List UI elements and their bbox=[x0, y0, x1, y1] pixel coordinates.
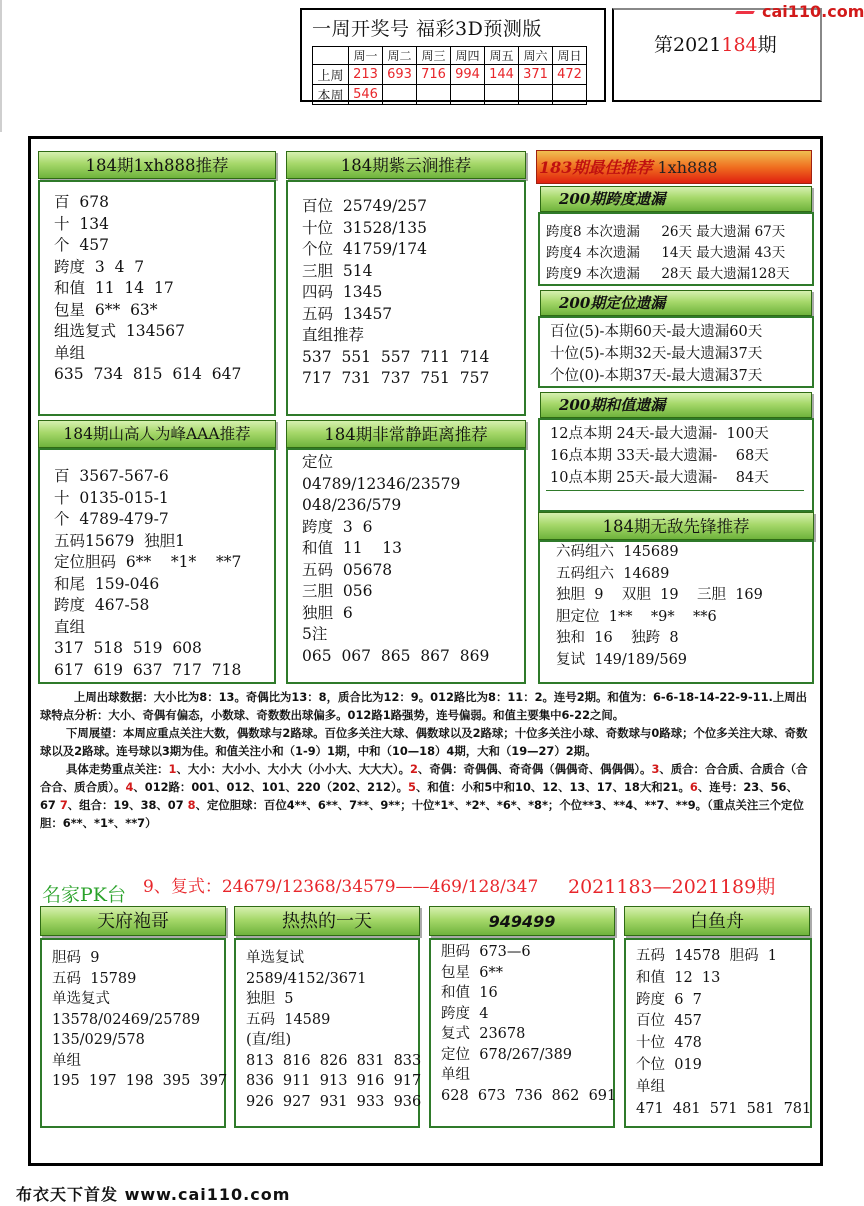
last-week-row bbox=[313, 65, 587, 85]
focus-num: 5 bbox=[408, 780, 416, 794]
kuadu-row: 跨度9 本次遗漏 28天 最大遗漏128天 bbox=[546, 266, 790, 282]
issue-suffix: 期 bbox=[757, 34, 777, 56]
draw-number: 546 bbox=[349, 85, 383, 105]
panel-ziyunjian-body: 百位 25749/257 十位 31528/135 个位 41759/174 三胆 514 四码 1345 五码 13457 直组推荐 537 551 557 711 714 717 731 737 751 757 bbox=[286, 180, 526, 416]
weekday-row bbox=[313, 47, 587, 65]
dingwei-row: 十位(5)-本期32天-最大遗漏37天 bbox=[550, 346, 763, 362]
panel-1xh888-header: 184期1xh888推荐 bbox=[38, 151, 276, 179]
draw-number: 144 bbox=[485, 65, 519, 85]
dingwei-miss-header: 200期定位遗漏 bbox=[540, 290, 812, 316]
draw-number: 716 bbox=[417, 65, 451, 85]
weekly-draw-box bbox=[300, 8, 606, 102]
weekday-cell: 周二 bbox=[383, 47, 417, 65]
kuadu-miss-body bbox=[538, 212, 814, 286]
draw-number: 693 bbox=[383, 65, 417, 85]
draw-number: 472 bbox=[553, 65, 587, 85]
panel-ziyunjian-header: 184期紫云涧推荐 bbox=[286, 151, 526, 179]
wudi-header: 184期无敌先锋推荐 bbox=[538, 512, 814, 540]
focus-num: 2 bbox=[409, 762, 418, 776]
issue-box bbox=[612, 8, 822, 102]
panel-jingjuli-header: 184期非常静距离推荐 bbox=[286, 420, 526, 448]
pk-card-3-header: 949499 bbox=[429, 906, 615, 936]
draw-number bbox=[451, 85, 485, 105]
hezhi-miss-header: 200期和值遗漏 bbox=[540, 392, 812, 418]
issue-label bbox=[654, 30, 777, 57]
panel-shangaoren-body: 百 3567-567-6 十 0135-015-1 个 4789-479-7 五码15679 独胆1 定位胆码 6** *1* **7 和尾 159-046 跨度 467-58 直组 317 518 519 608 617 619 637 717 718 bbox=[38, 448, 276, 684]
best-name: 1xh888 bbox=[657, 158, 718, 177]
kuadu-row: 跨度8 本次遗漏 26天 最大遗漏 67天 bbox=[546, 224, 786, 240]
pk-card-3-body: 胆码 673—6 包星 6** 和值 16 跨度 4 复式 23678 定位 678/267/389 单组 628 673 736 862 691 bbox=[429, 938, 615, 1128]
dingwei-miss-body bbox=[538, 316, 814, 388]
corner-cell bbox=[313, 47, 349, 65]
focus-label: 具体走势重点关注： bbox=[66, 762, 169, 776]
focus-text: 、定位胆球：百位4**、6**、7**、9**；十位*1*、*2*、*6*、*8*；个位**3、**4、**7、**9。（重点关注三个定位胆：6**、*1*、**7） bbox=[40, 798, 804, 830]
focus-text: 、大小：大小小、大小大（小小大、大大大）。 bbox=[176, 762, 410, 776]
hezhi-row: 16点本期 33天-最大遗漏- 68天 bbox=[550, 448, 769, 464]
focus-num: 4 bbox=[125, 780, 134, 794]
pk-card-2-body: 单选复试 2589/4152/3671 独胆 5 五码 14589 (直/组) 813 816 826 831 833 836 911 913 916 917 926 927 931 933 936 bbox=[234, 938, 420, 1128]
dingwei-row: 个位(0)-本期37天-最大遗漏37天 bbox=[550, 368, 763, 384]
pk-card-2-header: 热热的一天 bbox=[234, 906, 420, 936]
pk-issue-range: 2021183—2021189期 bbox=[568, 876, 776, 898]
logo-text: cai110.com bbox=[762, 2, 864, 21]
weekly-draw-title: 一周开奖号 福彩3D预测版 bbox=[312, 18, 542, 40]
kuadu-miss-header: 200期跨度遗漏 bbox=[540, 186, 812, 212]
pk-card-4-body: 五码 14578 胆码 1 和值 12 13 跨度 6 7 百位 457 十位 478 个位 019 单组 471 481 571 581 781 bbox=[624, 938, 812, 1128]
logo-mark-icon bbox=[736, 7, 756, 17]
draw-number: 213 bbox=[349, 65, 383, 85]
focus-text: 、连号：23、56、67 bbox=[40, 780, 798, 812]
hezhi-row: 10点本期 25天-最大遗漏- 84天 bbox=[550, 470, 769, 486]
issue-number: 184 bbox=[721, 34, 758, 56]
this-week-row bbox=[313, 85, 587, 105]
analysis-text bbox=[40, 688, 810, 832]
weekday-cell: 周四 bbox=[451, 47, 485, 65]
row-label: 本周 bbox=[313, 85, 349, 105]
kuadu-row: 跨度4 本次遗漏 14天 最大遗漏 43天 bbox=[546, 245, 786, 261]
focus-text: 、012路：001、012、101、220（202、212）。 bbox=[133, 780, 409, 794]
site-logo[interactable] bbox=[736, 2, 864, 21]
weekday-cell: 周三 bbox=[417, 47, 451, 65]
focus-text: 、和值：小和5中和10、12、13、17、18大和21。 bbox=[415, 780, 690, 794]
footer-text: 布衣天下首发 www.cai110.com bbox=[16, 1185, 291, 1204]
left-edge-line bbox=[0, 0, 2, 132]
hezhi-divider bbox=[546, 490, 804, 491]
weekday-cell: 周一 bbox=[349, 47, 383, 65]
draw-number bbox=[485, 85, 519, 105]
analysis-para-3 bbox=[40, 760, 810, 832]
best-recommendation-header bbox=[536, 150, 812, 184]
focus-num: 8 bbox=[187, 798, 196, 812]
draw-number: 994 bbox=[451, 65, 485, 85]
panel-jingjuli-body: 定位 04789/12346/23579 048/236/579 跨度 3 6 和值 11 13 五码 05678 三胆 056 独胆 6 5注 065 067 865 867 869 bbox=[286, 448, 526, 684]
weekday-cell: 周日 bbox=[553, 47, 587, 65]
focus-num: 7 bbox=[59, 798, 68, 812]
weekly-draw-table bbox=[312, 46, 587, 105]
pk-card-1-body: 胆码 9 五码 15789 单选复式 13578/02469/25789 135/029/578 单组 195 197 198 395 397 bbox=[40, 938, 226, 1128]
pk-card-1-header: 天府袍哥 bbox=[40, 906, 226, 936]
weekday-cell: 周六 bbox=[519, 47, 553, 65]
focus-text: 、奇偶：奇偶偶、奇奇偶（偶偶奇、偶偶偶）。 bbox=[417, 762, 652, 776]
focus-text: 、质合：合合质、合质合（合合合、质合质）。 bbox=[40, 762, 808, 794]
panel-shangaoren-header: 184期山高人为峰AAA推荐 bbox=[38, 420, 276, 448]
focus-num: 6 bbox=[689, 780, 698, 794]
analysis-para-2: 下周展望：本周应重点关注大数，偶数球与2路球。百位多关注大球、偶数球以及2路球；十位多关注小球、奇数球与0路球；个位多关注大球、奇数球以及2路球。连号球以3期为佳。和值关注小和（1-9）1期，中和（10—18）4期，大和（19—27）2期。 bbox=[40, 726, 808, 758]
pk-fushi: 9、复式：24679/12368/34579——469/128/347 bbox=[143, 877, 539, 897]
row-label: 上周 bbox=[313, 65, 349, 85]
focus-num: 3 bbox=[651, 762, 660, 776]
draw-number bbox=[553, 85, 587, 105]
pk-card-4-header: 白鱼舟 bbox=[624, 906, 810, 936]
hezhi-miss-body bbox=[538, 418, 814, 512]
hezhi-row: 12点本期 24天-最大遗漏- 100天 bbox=[550, 426, 769, 442]
weekday-cell: 周五 bbox=[485, 47, 519, 65]
panel-1xh888-body: 百 678 十 134 个 457 跨度 3 4 7 和值 11 14 17 包星 6** 63* 组选复式 134567 单组 635 734 815 614 647 bbox=[38, 180, 276, 416]
wudi-body: 六码组六 145689 五码组六 14689 独胆 9 双胆 19 三胆 169 胆定位 1** *9* **6 独和 16 独跨 8 复试 149/189/569 bbox=[538, 540, 814, 684]
draw-number bbox=[519, 85, 553, 105]
issue-prefix: 第2021 bbox=[654, 34, 722, 56]
dingwei-row: 百位(5)-本期60天-最大遗漏60天 bbox=[550, 324, 763, 340]
focus-text: 、组合：19、38、07 bbox=[67, 798, 188, 812]
best-prefix: 183期最佳推荐 bbox=[539, 158, 653, 177]
pk-label: 名家PK台 bbox=[42, 884, 126, 906]
draw-number: 371 bbox=[519, 65, 553, 85]
analysis-para-1: 上周出球数据：大小比为8：13。奇偶比为13：8，质合比为12：9。012路比为8：11：2。连号2期。和值为：6-6-18-14-22-9-11.上周出球特点分析：大小、奇偶有偏态，小数球、奇数数出球偏多。012路1路强势，连号偏弱。和值主要集中6-22之间。 bbox=[40, 690, 808, 722]
draw-number bbox=[417, 85, 451, 105]
draw-number bbox=[383, 85, 417, 105]
focus-num: 1 bbox=[168, 762, 177, 776]
